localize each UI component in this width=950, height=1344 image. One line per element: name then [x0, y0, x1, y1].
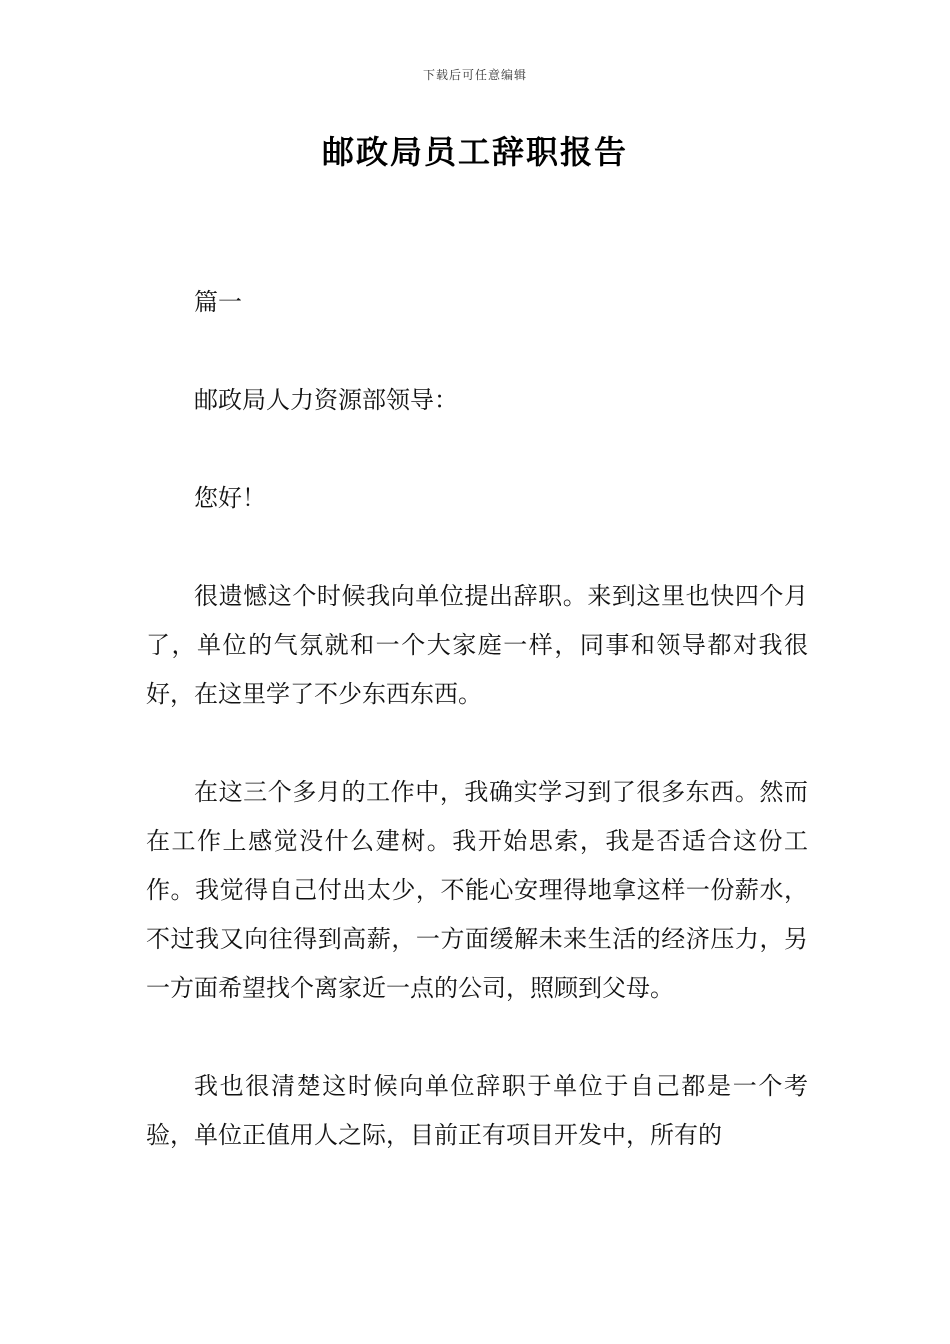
body-paragraph: 我也很清楚这时候向单位辞职于单位于自己都是一个考验，单位正值用人之际，目前正有项目开发中，所有的 — [146, 1072, 808, 1149]
section-label: 篇一 — [194, 288, 242, 316]
body-paragraph: 在这三个多月的工作中，我确实学习到了很多东西。然而在工作上感觉没什么建树。我开始思索，我是否适合这份工作。我觉得自己付出太少，不能心安理得地拿这样一份薪水，不过我又向往得到高薪，一方面缓解未来生活的经济压力，另一方面希望找个离家近一点的公司，照顾到父母。 — [146, 778, 808, 1002]
document-title: 邮政局员工辞职报告 — [321, 133, 628, 171]
document-body — [146, 278, 808, 1160]
page-header-note: 下载后可任意编辑 — [422, 68, 527, 82]
salutation: 邮政局人力资源部领导： — [194, 386, 458, 414]
greeting: 您好！ — [194, 484, 266, 512]
body-paragraph: 很遗憾这个时候我向单位提出辞职。来到这里也快四个月了，单位的气氛就和一个大家庭一样，同事和领导都对我很好，在这里学了不少东西东西。 — [146, 582, 808, 708]
